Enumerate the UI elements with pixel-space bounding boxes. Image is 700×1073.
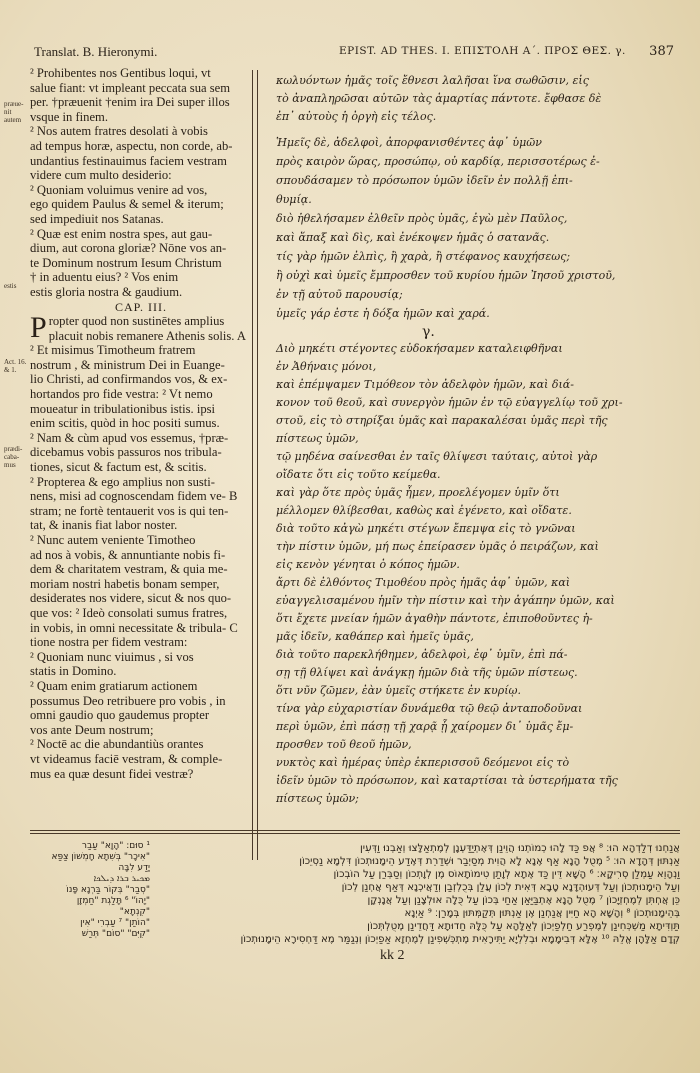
greek-line: σπουδάσαμεν τὸ πρόσωπον ὑμῶν ἰδεῖν ἐν πολλῇ ἐπι- — [276, 174, 573, 187]
latin-line: ² Nam & cùm apud vos essemus, †præ- — [30, 430, 229, 445]
latin-line: ² Quam enim gratiarum actionem — [30, 678, 198, 693]
greek-line: τίς γὰρ ἡμῶν ἐλπὶς, ἢ χαρὰ, ἢ στέφανος καυχήσεως; — [276, 250, 571, 263]
greek-line: νυκτὸς καὶ ἡμέρας ὑπὲρ ἐκπερισσοῦ δεόμενοι εἰς τὸ — [276, 756, 570, 769]
latin-line: statis in Domino. — [30, 664, 117, 679]
running-head-left: Translat. B. Hieronymi. — [34, 44, 158, 59]
latin-line: ad nos à vobis, & annuntiante nobis fi- — [30, 547, 226, 562]
margin-note: estis — [4, 282, 17, 290]
latin-line: te Dominum nostrum Iesum Christum — [30, 255, 222, 270]
greek-line: Διὸ μηκέτι στέγοντες εὐδοκήσαμεν καταλειφθῆναι — [276, 342, 563, 355]
latin-line: mus ea quæ desunt fidei vestræ? — [30, 766, 194, 781]
latin-line: ² Prohibentes nos Gentibus loqui, vt — [30, 66, 211, 80]
latin-line: vsque in finem. — [30, 109, 108, 124]
latin-line: undantius festinauimus faciem vestram — [30, 153, 227, 168]
latin-line: hortandos pro fide vestra: ² Vt nemo — [30, 387, 213, 402]
greek-line: τὴν πίστιν ὑμῶν, μή πως ἐπείρασεν ὑμᾶς ὁ πειράζων, καὶ — [276, 540, 599, 553]
page-number: 387 — [649, 44, 674, 59]
greek-chapter-heading: γ. — [422, 324, 435, 340]
latin-line: dicebamus vobis passuros nos tribula- — [30, 445, 222, 460]
latin-line: moriam nostri habetis bonam semper, — [30, 576, 220, 591]
greek-line: ὅτι νῦν ζῶμεν, ἐὰν ὑμεῖς στήκετε ἐν κυρίῳ. — [276, 684, 521, 697]
latin-line: ² Quoniam voluimus venire ad vos, — [30, 182, 208, 197]
greek-line: διὰ τοῦτο παρεκλήθημεν, ἀδελφοὶ, ἐφ᾽ ὑμῖν, ἐπὶ πά- — [276, 648, 568, 661]
syriac-line: אַנְתּוּן דְּהָדָא הוּ׃ ⁵ מֶטֻל הָנָא אַף אֶנָא לָא הֲוִית מְסַיְבַר וּשְׁדַרֵת דְּאֶדַע הֵימָנוּתְכוֹן דִּלְמָא נַסְיֵכוֹן — [299, 856, 680, 867]
greek-line: τίνα γὰρ εὐχαριστίαν δυνάμεθα τῷ θεῷ ἀνταποδοῦναι — [276, 702, 583, 715]
latin-line: ² Quæ est enim nostra spes, aut gau- — [30, 226, 213, 241]
latin-line: stram; ne fortè tentauerit vos is qui ten- — [30, 503, 229, 518]
syriac-note: "הוֹתַן" ⁷ עַבְרִי "אִין — [80, 918, 150, 928]
margin-note: Act. 16. & 1. — [4, 358, 27, 374]
greek-line: τῷ μηδένα σαίνεσθαι ἐν ταῖς θλίψεσι ταύταις, αὐτοὶ γὰρ — [276, 450, 598, 463]
latin-line: in vobis, in omni necessitate & tribula- C — [30, 620, 238, 635]
latin-line: moueatur in tribulationibus istis. ipsi — [30, 401, 216, 416]
latin-line: desiderates nos videre, sicut & nos quo- — [30, 591, 232, 606]
running-head-title: EPIST. AD THES. I. ΕΠΙΣΤΟΛΗ Α΄. ΠΡΟΣ ΘΕΣ. γ. — [339, 45, 626, 57]
latin-line: ropter quod non sustinētes amplius — [48, 314, 225, 329]
latin-line: lio Christi, ad confirmandos vos, & ex- — [30, 372, 228, 387]
latin-line: sed impediuit nos Satanas. — [30, 211, 164, 226]
syriac-line: וְעַל הֵימָנוּתְכוֹן וְעַל דְּעוּהְדָּנָא טָבָא דְּאִית לְכוֹן עֲלַן בְּכֻלְזְבַן וְדַאֲיכְנָא דְּאַף אֲחְנַן לְכוֹן — [341, 882, 680, 893]
syriac-note: "סְבַר" בְּקוֹר בַּרְנָא פָּנוֹ — [66, 885, 150, 895]
latin-line: dium, aut corona gloriæ? Nōne vos an- — [30, 241, 227, 256]
latin-line: vt videamus faciē vestram, & comple- — [30, 751, 223, 766]
greek-line: μέλλομεν θλίβεσθαι, καθὼς καὶ ἐγένετο, καὶ οἴδατε. — [276, 504, 572, 517]
greek-line: ἐν τῇ αὐτοῦ παρουσίᾳ; — [276, 288, 403, 301]
syriac-note: ¹ סוּם: "הָוָא" עַבַר — [81, 841, 150, 851]
latin-line: tione nostra per fidem vestram: — [30, 635, 188, 650]
running-head — [34, 44, 674, 62]
separator-rule — [30, 833, 680, 834]
greek-line: πίστεως ὑμῶν; — [276, 792, 359, 805]
greek-line: προσθεν τοῦ θεοῦ ἡμῶν, — [276, 738, 412, 751]
latin-line: tat, & inanis fiat labor noster. — [30, 518, 178, 533]
greek-line: ἄρτι δὲ ἐλθόντος Τιμοθέου πρὸς ἡμᾶς ἀφ᾽ ὑμῶν, καὶ — [276, 576, 571, 589]
greek-line: καὶ γὰρ ὅτε πρὸς ὑμᾶς ἦμεν, προελέγομεν ὑμῖν ὅτι — [276, 486, 560, 499]
greek-line: εἰς κενὸν γένηται ὁ κόπος ἡμῶν. — [276, 558, 460, 571]
greek-line: εὐαγγελισαμένου ἡμῖν τὴν πίστιν καὶ τὴν ἀγάπην ὑμῶν, καὶ — [276, 594, 615, 607]
latin-line: † in aduentu eius? ² Vos enim — [30, 270, 179, 285]
latin-line: enim scitis, quòd in hoc positi sumus. — [30, 416, 220, 431]
syriac-note: "קִיִּם" "סוֹם" תְּרַשׁ — [81, 929, 150, 939]
separator-rule — [30, 830, 680, 831]
latin-column — [30, 66, 252, 781]
latin-line: nostrum , & ministrum Dei in Euange- — [30, 357, 225, 372]
column-rule — [252, 70, 253, 860]
latin-line: ² Et misimus Timotheum fratrem — [30, 343, 196, 358]
greek-line: περὶ ὑμῶν, ἐπὶ πάσῃ τῇ χαρᾷ ᾗ χαίρομεν δι᾽ ὑμᾶς ἔμ- — [276, 720, 574, 733]
latin-line: ² Nos autem fratres desolati à vobis — [30, 124, 208, 139]
margin-note: præue- nit autem — [4, 100, 24, 124]
latin-line: omni gaudio quo gaudemus propter — [30, 708, 210, 723]
greek-line: σῃ τῇ θλίψει καὶ ἀνάγκῃ ἡμῶν διὰ τῆς ὑμῶν πίστεως. — [276, 666, 578, 679]
greek-line: κωλυόντων ἡμᾶς τοῖς ἔθνεσι λαλῆσαι ἵνα σωθῶσιν, εἰς — [276, 74, 589, 87]
latin-line: placuit nobis remanere Athenis solis. A — [48, 328, 246, 343]
syriac-line: בְּהֵימָנוּתְכוֹן ⁸ וְהָשָׁא הָא חַיִּין אֲנַחְנַן אֶן אַנְתּוּן תְּקַמְּתּוּן בְּמָרַן׃ ⁹ אַיְנָא — [404, 908, 680, 919]
greek-line: στοῦ, εἰς τὸ στηρίξαι ὑμᾶς καὶ παρακαλέσαι ὑμᾶς περὶ τῆς — [276, 414, 608, 427]
syriac-note: ܡܟܝܪ ܒܪܐ ܕܝܠܟܐ — [93, 874, 150, 884]
latin-line: salue fiant: vt impleant peccata sua sem — [30, 80, 231, 95]
greek-line: διὸ ἠθελήσαμεν ἐλθεῖν πρὸς ὑμᾶς, ἐγὼ μὲν Παῦλος, — [276, 212, 568, 225]
latin-line: ² Nunc autem veniente Timotheo — [30, 533, 196, 547]
chapter-heading: CAP. III. — [114, 299, 167, 314]
greek-line: τὸ ἀναπληρῶσαι αὐτῶν τὰς ἁμαρτίας πάντοτε. ἔφθασε δὲ — [276, 92, 602, 105]
latin-line: per. †præuenit †enim ira Dei super illos — [30, 95, 230, 110]
greek-line: ἢ οὐχὶ καὶ ὑμεῖς ἔμπροσθεν τοῦ κυρίου ἡμῶν Ἰησοῦ χριστοῦ, — [276, 269, 616, 282]
syriac-line: כֵּן אֲחְתִּן לְמֶחְזְיָכוֹן ⁷ מֶטֻל הָנָא אֶתְבַּיַּאַן אַחַי בְּכוֹן עַל כֻּלָה אוּלְצָנַן וְעַל אֲנָנְקָן — [367, 895, 680, 906]
syriac-note: "אִיכָר" בְּשִׁתָא חָמְשׁוֹן צַפַּא — [51, 852, 150, 862]
latin-line: possumus Deo retribuere pro vobis , in — [30, 693, 226, 708]
greek-line: καὶ ἅπαξ καὶ δὶς, καὶ ἐνέκοψεν ἡμᾶς ὁ σατανᾶς. — [276, 231, 550, 244]
greek-line: θυμίᾳ. — [276, 193, 312, 206]
syriac-line: וַנְהָוֵא עַמְלַן סְרִיקָא׃ ⁶ הָשָׁא דֵּין כַּד אֶתָא לְוָתַן טִימוֹתָאוֹס מֶן לְוָתְכוֹן וְסַבְּרַן עַל הוֹבְכוֹן — [333, 869, 680, 880]
greek-line: καὶ ἐπέμψαμεν Τιμόθεον τὸν ἀδελφὸν ἡμῶν, καὶ διά- — [276, 378, 574, 391]
latin-line: que vos: ² Ideò consolati sumus fratres, — [30, 605, 228, 620]
greek-line: διὰ τοῦτο κἀγὼ μηκέτι στέγων ἔπεμψα εἰς τὸ γνῶναι — [276, 522, 576, 535]
latin-line: nens, misi ad cognoscendam fidem ve- B — [30, 489, 238, 504]
signature-mark: kk 2 — [380, 948, 405, 963]
latin-line: estis gloria nostra & gaudium. — [30, 284, 183, 299]
syriac-line: קְדָם אַלָּהָן אֱלֵהּ ¹⁰ אֶלָּא דְּבִימָמָא וּבְלִלְיָא יַתִּירָאִית מֶתְכְּשְׁפִינַן לְמֶחְזָא אַפַיְכוֹן וְנְגַמַּר מֶא דַּחְסִירָא הֵימָנוּתְכוֹן — [240, 934, 680, 945]
greek-line: οἴδατε ὅτι εἰς τοῦτο κείμεθα. — [276, 468, 441, 481]
latin-line: ad tempus horæ, aspectu, non corde, ab- — [30, 138, 233, 153]
greek-line: ὑμεῖς γάρ ἐστε ἡ δόξα ἡμῶν καὶ χαρά. — [276, 307, 490, 320]
syriac-note: "יָהוֹ" ⁶ תָּלַגְת "חַמְזָן — [76, 896, 150, 906]
syriac-line: אֲנַחְנוּ דְלַדְהָא הוּ׃ ⁸ אֲפ כַּד לָהוּ כְמוֹתְנוּ הֲוֵינַן דְּאֶתְיַדַּעְנָן לְמֶתְאַלָּצוּ וְאַבְנוּ וַדְּעִין — [360, 843, 680, 854]
margin-note: prædi- caba- mus — [4, 445, 23, 469]
syriac-note: "קִנְתָא" — [119, 907, 150, 917]
latin-line: dem & charitatem vestram, & quia me- — [30, 562, 228, 577]
greek-line: ἰδεῖν ὑμῶν τὸ πρόσωπον, καὶ καταρτίσαι τὰ ὑστερήματα τῆς — [276, 774, 618, 787]
latin-line: ² Noctē ac die abundantiùs orantes — [30, 737, 204, 752]
greek-line: πρὸς καιρὸν ὥρας, προσώπῳ, οὐ καρδίᾳ, περισσοτέρως ἐ- — [276, 155, 600, 168]
greek-line: Ἡμεῖς δὲ, ἀδελφοὶ, ἀπορφανισθέντες ἀφ᾽ ὑμῶν — [276, 136, 542, 149]
syriac-line: תַּוְדִּיתָא מַשְׁכְּחִינַן לְמֶפְרַע חַלְפַיְכוֹן לְאַלָּהָא עַל כֻּלָּהּ חַדוּתָא דַּחֲדֵינַן מֶטֻלְתְּכוֹן — [367, 921, 680, 932]
greek-line: κονον τοῦ θεοῦ, καὶ συνεργὸν ἡμῶν ἐν τῷ εὐαγγελίῳ τοῦ χρι- — [276, 396, 623, 409]
column-rule — [257, 70, 258, 860]
greek-line: ἐν Ἀθήναις μόνοι, — [276, 360, 377, 373]
greek-line: μᾶς ἰδεῖν, καθάπερ καὶ ἡμεῖς ὑμᾶς, — [276, 630, 474, 643]
latin-line: ² Quoniam nunc viuimus , si vos — [30, 649, 194, 664]
greek-line: πίστεως ὑμῶν, — [276, 432, 359, 445]
greek-line: ὅτι ἔχετε μνείαν ἡμῶν ἀγαθὴν πάντοτε, ἐπιποθοῦντες ἡ- — [276, 612, 593, 625]
latin-line: tiones, sicut & factum est, & scitis. — [30, 460, 207, 475]
latin-line: videre cum multo desiderio: — [30, 168, 172, 183]
latin-line: ² Propterea & ego amplius non susti- — [30, 474, 215, 489]
latin-line: ego quidem Paulus & semel & iterum; — [30, 197, 224, 212]
latin-line: vos ante Deum nostrum; — [30, 722, 154, 737]
syriac-note: יָדַע לִבָּה — [118, 863, 150, 873]
greek-line: ἐπ᾽ αὐτοὺς ἡ ὀργὴ εἰς τέλος. — [276, 110, 437, 123]
drop-cap: P — [30, 314, 47, 344]
